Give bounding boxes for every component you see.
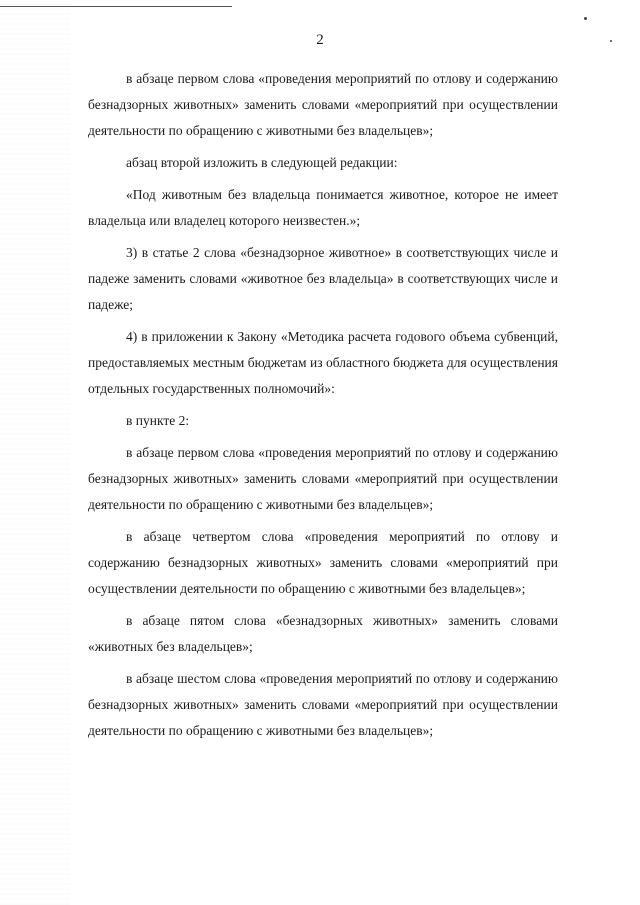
- paragraph-7: в абзаце первом слова «проведения мероприятий по отлову и содержанию безнадзорных животных» заменить словами «мероприятий при осуществлении деятельности по обращению с животными без владельцев»;: [88, 445, 558, 512]
- paragraph-9: в абзаце пятом слова «безнадзорных животных» заменить словами «животных без владельцев»;: [88, 613, 558, 654]
- paragraph-2: абзац второй изложить в следующей редакции:: [126, 155, 398, 170]
- scan-speck: [584, 17, 587, 20]
- paragraph-1: в абзаце первом слова «проведения мероприятий по отлову и содержанию безнадзорных животных» заменить словами «мероприятий при осуществлении деятельности по обращению с животными без владельцев»;: [88, 71, 558, 138]
- paragraph-4: 3) в статье 2 слова «безнадзорное животное» в соответствующих числе и падеже заменить словами «животное без владельца» в соответствующих числе и падеже;: [88, 245, 558, 312]
- page-number: 2: [316, 32, 324, 48]
- paragraph-8: в абзаце четвертом слова «проведения мероприятий по отлову и содержанию безнадзорных животных» заменить словами «мероприятий при осуществлении деятельности по обращению с животными без владельцев»;: [88, 529, 558, 596]
- scan-noise-edge: [0, 0, 70, 905]
- top-rule-line: [0, 6, 232, 7]
- paragraph-3: «Под животным без владельца понимается животное, которое не имеет владельца или владелец которого неизвестен.»;: [88, 187, 558, 228]
- document-body: [88, 66, 558, 750]
- paragraph-5: 4) в приложении к Закону «Методика расчета годового объема субвенций, предоставляемых местным бюджетам из областного бюджета для осуществления отдельных государственных полномочий»:: [88, 329, 558, 396]
- paragraph-10: в абзаце шестом слова «проведения мероприятий по отлову и содержанию безнадзорных животных» заменить словами «мероприятий при осуществлении деятельности по обращению с животными без владельцев»;: [88, 671, 558, 738]
- paragraph-6: в пункте 2:: [126, 413, 190, 428]
